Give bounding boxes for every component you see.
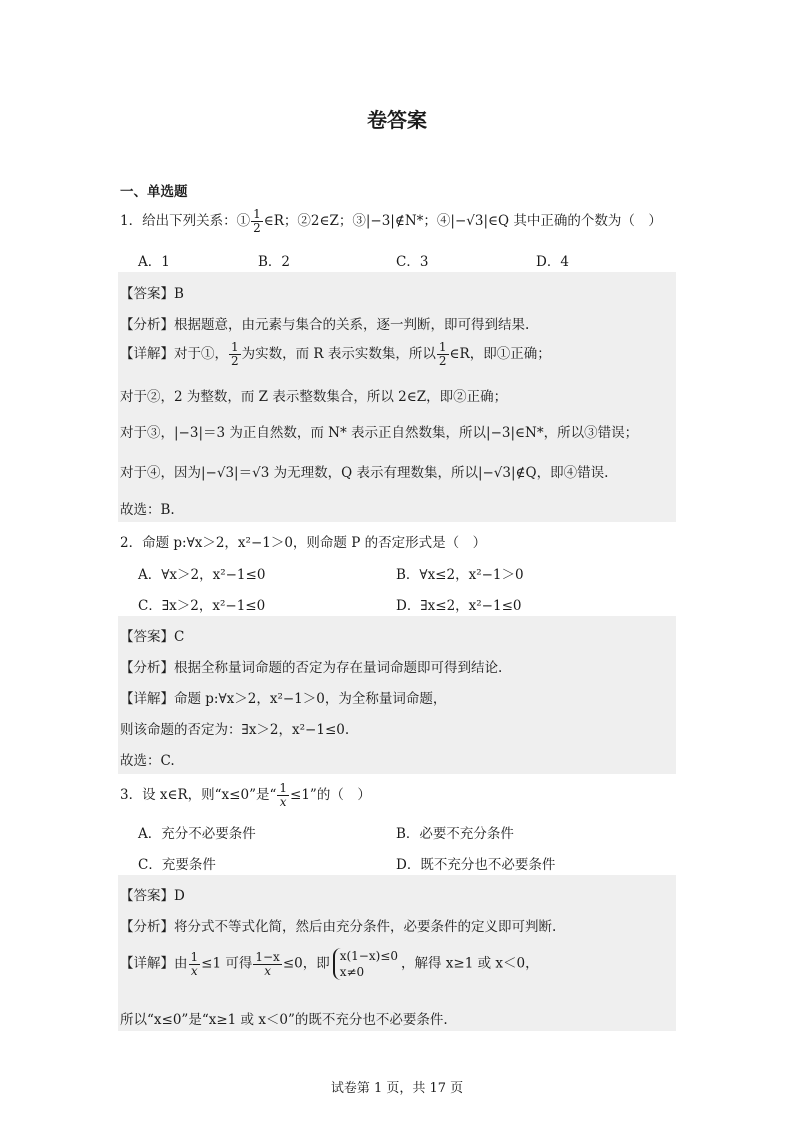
q3-analysis: 【分析】将分式不等式化简，然后由充分条件，必要条件的定义即可判断. xyxy=(120,919,557,935)
q3-option-d: D．既不充分也不必要条件 xyxy=(396,857,556,873)
page-title: 卷答案 xyxy=(367,108,427,132)
q2-option-b: B．∀x≤2，x²−1＞0 xyxy=(396,567,524,583)
q1-detail-2: 对于②，2 为整数，而 Z 表示整数集合，所以 2∈Z，即②正确； xyxy=(120,389,508,405)
page-footer: 试卷第 1 页，共 17 页 xyxy=(330,1081,464,1096)
fraction-one-over-x: $\frac{1}{x}$ xyxy=(279,781,288,809)
q2-analysis: 【分析】根据全称量词命题的否定为存在量词命题即可得到结论. xyxy=(120,660,503,676)
q2-detail-2: 则该命题的否定为：∃x＞2，x²−1≤0. xyxy=(120,722,350,738)
fraction-one-half: $\frac{1}{2}$ xyxy=(253,207,261,235)
q1-option-b: B．2 xyxy=(258,254,291,270)
q3-option-a: A．充分不必要条件 xyxy=(138,826,256,842)
question-3-stem: 3．设 x∈R，则“x≤0”是“ $\frac{1}{x}$ ≤1”的（ ） xyxy=(120,781,371,809)
q2-option-d: D．∃x≤2，x²−1≤0 xyxy=(396,598,522,614)
q2-answer: 【答案】C xyxy=(120,629,185,645)
q1-detail-1: 【详解】对于①， $\frac{1}{2}$ 为实数，而 R 表示实数集，所以 $\frac{1}{2}$ ∈R，即①正确； xyxy=(120,340,551,368)
section-heading: 一、单选题 xyxy=(120,184,188,200)
q1-answer: 【答案】B xyxy=(120,286,184,302)
q2-choose: 故选：C. xyxy=(120,753,175,769)
q1-detail-3: 对于③，|−3|＝3 为正自然数，而 N* 表示正自然数集，所以|−3|∈N*，所以③错误； xyxy=(120,425,639,441)
q2-detail-1: 【详解】命题 p:∀x＞2，x²−1＞0，为全称量词命题， xyxy=(120,691,447,707)
q3-detail: 【详解】由 $\frac{1}{x}$ ≤1 可得 $\frac{1-x}{x}$ ≤0，即 x(1−x)≤0 x≠0 ，解得 x≥1 或 x＜0， xyxy=(120,949,539,979)
q3-conclusion: 所以“x≤0”是“x≥1 或 x＜0”的既不充分也不必要条件. xyxy=(120,1012,448,1028)
q2-option-c: C．∃x＞2，x²−1≤0 xyxy=(138,598,266,614)
equation-system: x(1−x)≤0 x≠0 xyxy=(333,948,398,980)
q1-choose: 故选：B. xyxy=(120,502,175,518)
q1-option-d: D．4 xyxy=(536,254,569,270)
q3-answer: 【答案】D xyxy=(120,888,185,904)
q1-option-c: C．3 xyxy=(396,254,429,270)
q1-detail-4: 对于④，因为|−√3|＝√3 为无理数，Q 表示有理数集，所以|−√3|∉Q，即④错误. xyxy=(120,465,609,481)
question-2-stem: 2．命题 p:∀x＞2，x²−1＞0，则命题 P 的否定形式是（ ） xyxy=(120,535,487,551)
q3-option-b: B．必要不充分条件 xyxy=(396,826,514,842)
q1-option-a: A．1 xyxy=(138,254,170,270)
question-1-stem: 1．给出下列关系：① $\frac{1}{2}$ ∈R；②2∈Z；③|−3|∉N*；④|−√3|∈Q 其中正确的个数为（ ） xyxy=(120,207,662,235)
q2-option-a: A．∀x＞2，x²−1≤0 xyxy=(138,567,266,583)
q1-analysis: 【分析】根据题意，由元素与集合的关系，逐一判断，即可得到结果. xyxy=(120,317,530,333)
q3-option-c: C．充要条件 xyxy=(138,857,216,873)
